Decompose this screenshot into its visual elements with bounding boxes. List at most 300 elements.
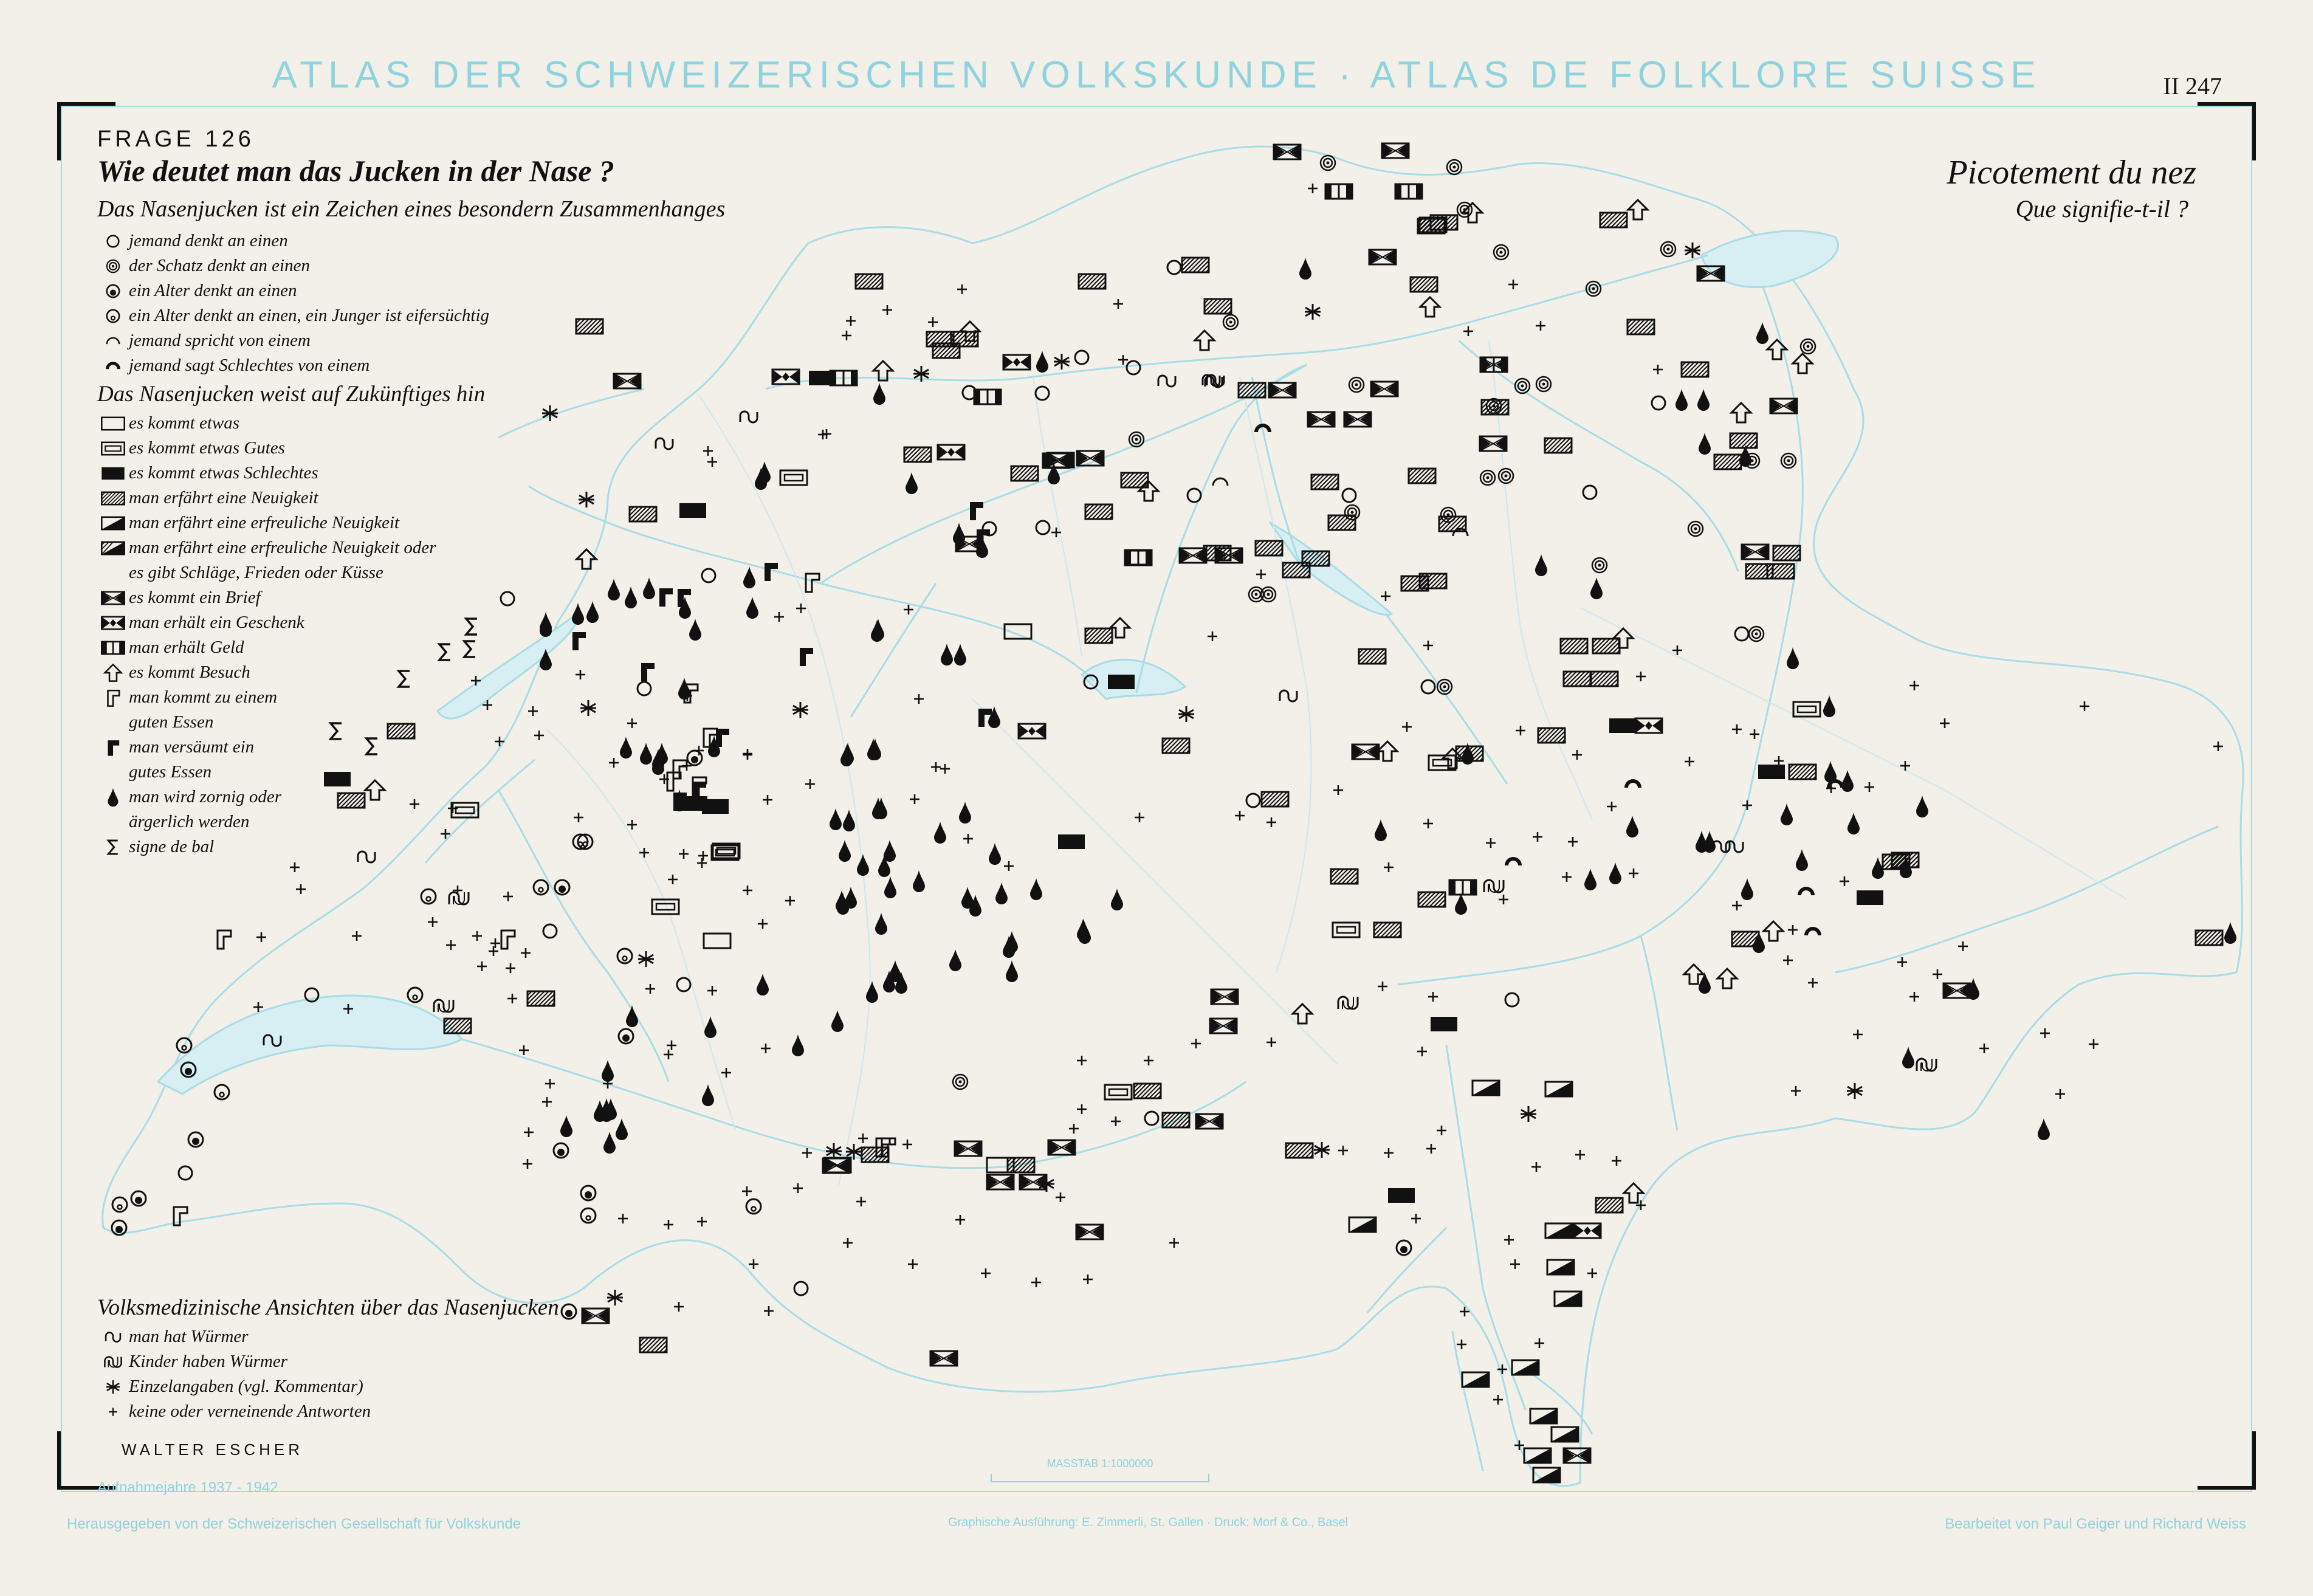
plus-marker bbox=[1774, 756, 1784, 766]
drop-marker bbox=[954, 644, 966, 666]
circle-filled-dot-icon bbox=[97, 278, 129, 303]
legend-item-label: jemand denkt an einen bbox=[129, 231, 288, 250]
hook-filled-marker bbox=[800, 648, 813, 666]
drop-marker bbox=[560, 1115, 572, 1137]
envelope-marker bbox=[955, 1141, 981, 1156]
asterisk-marker bbox=[1521, 1106, 1536, 1122]
tilde-marker bbox=[1280, 690, 1297, 701]
hatched-marker bbox=[1627, 320, 1654, 334]
plus-marker bbox=[785, 896, 795, 906]
filled-marker bbox=[1108, 675, 1135, 689]
hatched-marker bbox=[1359, 649, 1386, 664]
hatched-marker bbox=[1331, 869, 1358, 884]
plus-marker bbox=[1897, 957, 1907, 967]
plus-marker bbox=[521, 948, 531, 958]
legend-item bbox=[97, 486, 583, 511]
plus-marker bbox=[1333, 785, 1343, 795]
arc-filled-marker bbox=[1798, 887, 1815, 895]
drop-marker bbox=[1787, 647, 1799, 669]
double-circle-marker bbox=[1801, 339, 1815, 354]
plus-marker bbox=[1266, 1037, 1276, 1047]
rect-inner-marker bbox=[1105, 1085, 1132, 1099]
plus-marker bbox=[490, 938, 500, 948]
legend-item bbox=[97, 785, 583, 834]
plus-marker bbox=[542, 1097, 552, 1107]
circle-marker bbox=[1246, 794, 1260, 807]
hook-filled-marker bbox=[716, 729, 729, 747]
envelope-marker bbox=[1352, 745, 1379, 759]
hatched-marker bbox=[1561, 639, 1587, 653]
rect-inner-marker bbox=[652, 899, 679, 914]
river-rhine bbox=[766, 255, 1708, 389]
plus-marker bbox=[674, 1302, 684, 1312]
drop-marker bbox=[872, 797, 884, 819]
plus-marker bbox=[1840, 876, 1849, 886]
drop-marker bbox=[643, 577, 655, 599]
rect-half-hatched-icon bbox=[97, 535, 129, 560]
legend-section1 bbox=[97, 229, 583, 378]
plus-marker bbox=[742, 1186, 752, 1196]
hatched-marker bbox=[640, 1338, 667, 1352]
legend-item-label-cont: gutes Essen bbox=[129, 762, 212, 782]
plus-marker bbox=[1572, 750, 1582, 760]
hatched-marker bbox=[1011, 466, 1038, 481]
legend-item-label: man wird zornig oder ärgerlich werden bbox=[129, 787, 282, 831]
drop-marker bbox=[1535, 554, 1547, 576]
canton-border bbox=[699, 395, 870, 1185]
hook-filled-marker bbox=[970, 502, 983, 520]
hatched-marker bbox=[1714, 455, 1741, 469]
plus-marker bbox=[1338, 1146, 1348, 1155]
hatched-marker bbox=[1538, 728, 1565, 743]
plus-marker bbox=[1417, 1047, 1427, 1056]
legend-item-label-cont: ärgerlich werden bbox=[129, 812, 250, 831]
legend-item bbox=[97, 1399, 583, 1424]
hatched-marker bbox=[1564, 672, 1590, 686]
gift-marker bbox=[1003, 355, 1030, 370]
rect-empty-marker bbox=[704, 934, 730, 948]
drop-marker bbox=[836, 890, 848, 912]
plus-marker bbox=[1514, 1440, 1524, 1450]
plus-marker bbox=[1853, 1030, 1863, 1039]
circle-dot-marker bbox=[408, 988, 422, 1002]
asterisk-marker bbox=[1178, 706, 1194, 722]
hatched-marker bbox=[1593, 639, 1620, 653]
plus-marker bbox=[1056, 1192, 1065, 1202]
arc-filled-marker bbox=[1505, 857, 1522, 865]
plus-marker bbox=[1533, 832, 1542, 842]
author: WALTER ESCHER bbox=[122, 1440, 304, 1459]
plus-marker bbox=[1266, 817, 1276, 827]
legend-item-label: der Schatz denkt an einen bbox=[129, 256, 310, 275]
drop-marker bbox=[866, 981, 878, 1003]
plus-marker bbox=[446, 940, 456, 950]
plus-marker bbox=[940, 764, 950, 774]
legend-item bbox=[97, 535, 583, 585]
plus-marker bbox=[428, 917, 438, 927]
filled-marker bbox=[1431, 1017, 1457, 1031]
drop-marker bbox=[1796, 849, 1808, 871]
double-circle-marker bbox=[1223, 315, 1238, 329]
hatched-solid-marker bbox=[1545, 1223, 1572, 1238]
hatched-solid-marker bbox=[1349, 1217, 1376, 1232]
scale-ruler bbox=[991, 1474, 1209, 1482]
rect-inner-marker bbox=[780, 470, 807, 485]
plus-marker bbox=[758, 919, 768, 929]
circle-marker bbox=[1127, 361, 1140, 374]
legend-item bbox=[97, 253, 583, 278]
rect-half-icon bbox=[97, 511, 129, 535]
plus-marker bbox=[1742, 800, 1752, 810]
plus-marker bbox=[963, 834, 973, 844]
plus-marker bbox=[524, 1127, 534, 1137]
plus-marker bbox=[843, 1238, 853, 1248]
legend-item-label: man erfährt eine Neuigkeit bbox=[129, 488, 318, 507]
double-circle-marker bbox=[1749, 627, 1764, 641]
plus-marker bbox=[856, 1197, 866, 1206]
arrow-up-marker bbox=[1684, 965, 1703, 984]
question-number: FRAGE 126 bbox=[97, 126, 255, 152]
sigma-icon bbox=[97, 834, 129, 859]
plus-marker bbox=[957, 284, 967, 294]
legend-item bbox=[97, 685, 583, 735]
double-circle-marker bbox=[1592, 558, 1607, 573]
circle-filled-dot-marker bbox=[554, 1143, 568, 1158]
money-marker bbox=[830, 371, 857, 385]
plus-marker bbox=[1381, 591, 1390, 601]
hatched-marker bbox=[1163, 1113, 1189, 1127]
circle-marker bbox=[677, 978, 690, 991]
canton-border bbox=[1033, 377, 1082, 656]
plus-marker bbox=[721, 1068, 731, 1078]
arrow-up-marker bbox=[1767, 340, 1787, 359]
hatched-marker bbox=[1409, 469, 1435, 483]
plus-marker bbox=[1508, 280, 1518, 289]
plus-marker bbox=[1493, 1395, 1503, 1405]
legend-item-label: Kinder haben Würmer bbox=[129, 1352, 287, 1371]
envelope-marker bbox=[1210, 1019, 1237, 1033]
hook-open-marker bbox=[673, 760, 687, 779]
plus-marker bbox=[1909, 992, 1919, 1002]
plus-marker bbox=[1516, 726, 1525, 735]
drop-marker bbox=[1077, 919, 1089, 941]
legend-medical bbox=[97, 1295, 583, 1424]
plus-marker bbox=[697, 858, 707, 868]
double-circle-marker bbox=[1447, 160, 1462, 174]
plus-marker bbox=[1113, 299, 1123, 309]
circle-marker bbox=[638, 682, 651, 695]
drop-marker bbox=[869, 738, 881, 760]
double-circle-marker bbox=[1781, 453, 1796, 468]
money-marker bbox=[1449, 880, 1476, 895]
envelope-marker bbox=[614, 374, 641, 388]
hatched-marker bbox=[1411, 277, 1437, 292]
footer-printer: Graphische Ausführung: E. Zimmerli, St. Gallen · Druck: Morf & Co., Basel bbox=[948, 1516, 1349, 1529]
drop-marker bbox=[2038, 1118, 2050, 1140]
double-circle-marker bbox=[1457, 202, 1472, 217]
legend-item bbox=[97, 353, 583, 378]
legend-item-label: man erhält Geld bbox=[129, 638, 244, 657]
plus-marker bbox=[703, 446, 713, 456]
tilde-marker bbox=[740, 411, 757, 422]
question-title-fr: Picotement du nez bbox=[1947, 154, 2196, 191]
envelope-marker bbox=[1308, 412, 1335, 427]
drop-marker bbox=[702, 1084, 714, 1106]
hatched-marker bbox=[1789, 765, 1816, 779]
arrow-up-icon bbox=[97, 660, 129, 685]
asterisk-marker bbox=[1314, 1142, 1330, 1158]
envelope-marker bbox=[987, 1175, 1014, 1189]
gift-marker bbox=[938, 445, 964, 459]
legend-item bbox=[97, 660, 583, 685]
drop-marker bbox=[1841, 770, 1854, 792]
hatched-marker bbox=[1328, 515, 1355, 530]
arrow-up-marker bbox=[1378, 741, 1397, 761]
arc-filled-marker bbox=[1804, 927, 1821, 935]
drop-marker bbox=[995, 882, 1008, 904]
plus-marker bbox=[774, 612, 784, 622]
arrow-up-marker bbox=[1110, 618, 1130, 638]
hook-filled-marker bbox=[659, 588, 673, 607]
hatched-marker bbox=[1262, 792, 1288, 807]
legend-item-label-cont: guten Essen bbox=[129, 712, 214, 732]
drop-marker bbox=[1781, 803, 1793, 825]
plus-marker bbox=[1536, 321, 1545, 331]
drop-marker bbox=[959, 802, 971, 824]
drop-marker bbox=[640, 743, 652, 765]
drop-marker bbox=[792, 1034, 804, 1056]
legend-item bbox=[97, 1349, 583, 1374]
lake-geneva bbox=[158, 996, 462, 1094]
legend-item bbox=[97, 461, 583, 486]
plus-marker bbox=[955, 1215, 965, 1225]
money-marker bbox=[1480, 357, 1507, 372]
hatched-solid-marker bbox=[1547, 1260, 1574, 1274]
canton-border bbox=[1580, 608, 1945, 790]
arrow-up-marker bbox=[1195, 331, 1214, 350]
hatched-marker bbox=[1085, 628, 1112, 643]
filled-marker bbox=[702, 799, 729, 814]
plus-marker bbox=[796, 604, 806, 613]
plus-marker bbox=[1732, 724, 1742, 734]
hatched-marker bbox=[1730, 433, 1757, 448]
footer-editors: Bearbeitet von Paul Geiger und Richard Weiss bbox=[1945, 1516, 2246, 1532]
circle-dot-marker bbox=[534, 880, 548, 895]
circle-dot-marker bbox=[617, 949, 632, 963]
atlas-header: ATLAS DER SCHWEIZERISCHEN VOLKSKUNDE · ATLAS DE FOLKLORE SUISSE bbox=[272, 54, 2041, 96]
asterisk-marker bbox=[1685, 242, 1700, 258]
hatched-marker bbox=[1256, 541, 1282, 556]
legend-item-label: man kommt zu einem guten Essen bbox=[129, 687, 278, 732]
plus-marker bbox=[1958, 941, 1968, 951]
drop-marker bbox=[704, 1016, 717, 1038]
drop-marker bbox=[608, 579, 620, 600]
plus-marker bbox=[1191, 1039, 1201, 1048]
plus-marker bbox=[618, 1214, 628, 1223]
question-title-de: Wie deutet man das Jucken in der Nase ? bbox=[97, 154, 614, 188]
plus-marker bbox=[2040, 1028, 2050, 1038]
envelope-marker bbox=[930, 1351, 957, 1366]
plus-marker bbox=[1411, 1214, 1421, 1223]
drop-marker bbox=[830, 808, 842, 830]
legend-item-label: man erfährt eine erfreuliche Neuigkeit bbox=[129, 513, 400, 532]
legend-item-label: es kommt etwas Schlechtes bbox=[129, 463, 318, 483]
lake-maggiore bbox=[1452, 1331, 1483, 1471]
legend-item-label: Einzelangaben (vgl. Kommentar) bbox=[129, 1377, 363, 1396]
drop-marker bbox=[625, 586, 637, 608]
drop-marker bbox=[1375, 819, 1387, 841]
plus-marker bbox=[1235, 811, 1245, 820]
double-circle-marker bbox=[1536, 377, 1551, 391]
drop-marker bbox=[1902, 1047, 1914, 1068]
hatched-marker bbox=[2196, 930, 2222, 945]
hook-filled-marker bbox=[641, 663, 655, 681]
plus-marker bbox=[1083, 1274, 1093, 1284]
circle-dot-marker bbox=[215, 1085, 229, 1099]
legend-section3 bbox=[97, 1324, 583, 1424]
plus-marker bbox=[1457, 1340, 1466, 1349]
legend-item-label: es kommt etwas bbox=[129, 413, 240, 433]
plus-marker bbox=[1308, 184, 1318, 193]
plus-marker bbox=[908, 1259, 918, 1269]
plus-marker bbox=[472, 931, 482, 941]
drop-marker bbox=[857, 854, 869, 876]
scale-bar bbox=[991, 1457, 1209, 1482]
plus-marker bbox=[1486, 838, 1496, 848]
hatched-marker bbox=[1374, 923, 1401, 937]
drop-marker bbox=[1967, 978, 1979, 1000]
plus-marker bbox=[627, 820, 637, 830]
circle-marker bbox=[1505, 993, 1519, 1006]
plus-marker bbox=[1077, 1056, 1087, 1065]
hatched-solid-marker bbox=[1530, 1409, 1557, 1423]
legend-item-label-cont: es gibt Schläge, Frieden oder Küsse bbox=[129, 563, 383, 582]
circle-marker bbox=[543, 924, 557, 938]
plus-marker bbox=[928, 317, 938, 327]
drop-marker bbox=[603, 1132, 616, 1154]
drop-marker bbox=[913, 870, 925, 892]
circle-marker bbox=[1652, 396, 1665, 410]
circle-filled-dot-marker bbox=[131, 1191, 146, 1206]
envelope-marker bbox=[1382, 143, 1409, 158]
asterisk-marker bbox=[607, 1290, 623, 1305]
plus-marker bbox=[1004, 861, 1014, 871]
legend-item bbox=[97, 1374, 583, 1399]
plus-marker bbox=[697, 1217, 707, 1226]
filled-marker bbox=[1388, 1188, 1415, 1203]
drop-marker bbox=[626, 1005, 638, 1027]
drop-marker bbox=[875, 913, 887, 935]
circle-filled-dot-marker bbox=[1397, 1240, 1411, 1255]
envelope-marker bbox=[1480, 436, 1507, 451]
hook-filled-icon bbox=[97, 735, 129, 760]
envelope-marker bbox=[1180, 548, 1206, 563]
plus-marker bbox=[2213, 741, 2223, 751]
legend bbox=[97, 229, 583, 859]
rect-inner-marker bbox=[1333, 923, 1359, 937]
hook-open-marker bbox=[218, 930, 231, 949]
plus-marker bbox=[1808, 978, 1818, 988]
plus-marker bbox=[743, 750, 752, 760]
hatched-marker bbox=[1085, 504, 1112, 519]
plus-marker bbox=[627, 718, 637, 728]
drop-marker bbox=[746, 597, 758, 619]
plus-marker bbox=[707, 457, 717, 467]
plus-marker bbox=[296, 884, 306, 894]
plus-marker bbox=[1208, 631, 1217, 641]
canton-border bbox=[1240, 377, 1311, 972]
plus-marker bbox=[1111, 1116, 1121, 1126]
hatched-marker bbox=[1545, 438, 1572, 453]
drop-marker bbox=[1036, 351, 1048, 373]
lake-zurich bbox=[1270, 523, 1392, 615]
legend-section2 bbox=[97, 411, 583, 859]
rect-inner-marker bbox=[1793, 702, 1820, 717]
double-circle-marker bbox=[1480, 470, 1495, 485]
plus-marker bbox=[1069, 1124, 1079, 1133]
rect-empty-icon bbox=[97, 411, 129, 436]
drop-marker bbox=[1756, 322, 1768, 344]
plus-marker bbox=[1612, 1156, 1621, 1166]
drop-marker bbox=[743, 566, 755, 588]
circle-dot-marker bbox=[177, 1038, 191, 1053]
circle-marker bbox=[1075, 351, 1088, 364]
drop-marker bbox=[884, 876, 896, 898]
circle-marker bbox=[1583, 486, 1596, 499]
plus-marker bbox=[1587, 1268, 1597, 1278]
tilde-icon bbox=[97, 1324, 129, 1349]
plus-marker bbox=[1653, 365, 1663, 374]
plus-marker bbox=[352, 931, 362, 941]
double-circle-marker bbox=[1499, 469, 1513, 483]
plus-marker bbox=[904, 605, 913, 614]
circle-dot-marker bbox=[581, 1208, 596, 1223]
double-circle-marker bbox=[1661, 242, 1675, 256]
legend-item bbox=[97, 834, 583, 859]
drop-marker bbox=[1455, 893, 1467, 915]
drop-marker bbox=[757, 974, 769, 996]
drop-marker bbox=[1584, 869, 1596, 890]
hatched-marker bbox=[1311, 475, 1338, 489]
filled-marker bbox=[1609, 718, 1636, 733]
plus-marker bbox=[1607, 802, 1617, 811]
envelope-marker bbox=[824, 1158, 851, 1172]
hatched-marker bbox=[1591, 672, 1618, 686]
canton-border bbox=[1489, 340, 1592, 820]
drop-marker bbox=[884, 840, 896, 862]
hook-open-marker bbox=[501, 930, 515, 949]
arrow-up-marker bbox=[1764, 921, 1783, 941]
hatched-marker bbox=[1600, 213, 1627, 227]
plus-marker bbox=[931, 762, 941, 772]
plus-marker bbox=[981, 1268, 991, 1278]
plus-marker bbox=[2089, 1039, 2098, 1049]
hatched-marker bbox=[904, 447, 931, 462]
legend-section3-title: Volksmedizinische Ansichten über das Nasenjucken bbox=[97, 1295, 559, 1320]
drop-marker bbox=[873, 383, 885, 405]
legend-item-label: man erfährt eine erfreuliche Neuigkeit oder es gibt Schläge, Frieden oder Küsse bbox=[129, 538, 436, 582]
plus-marker bbox=[1428, 992, 1438, 1002]
hatched-marker bbox=[1596, 1198, 1623, 1212]
tilde-marker bbox=[656, 438, 673, 449]
arc-open-icon bbox=[97, 328, 129, 353]
legend-item-label: signe de bal bbox=[129, 837, 215, 856]
plus-marker bbox=[1384, 1148, 1394, 1158]
asterisk-marker bbox=[792, 702, 808, 718]
rect-hatched-icon bbox=[97, 486, 129, 511]
drop-marker bbox=[831, 1010, 844, 1032]
asterisk-marker bbox=[826, 1143, 842, 1159]
